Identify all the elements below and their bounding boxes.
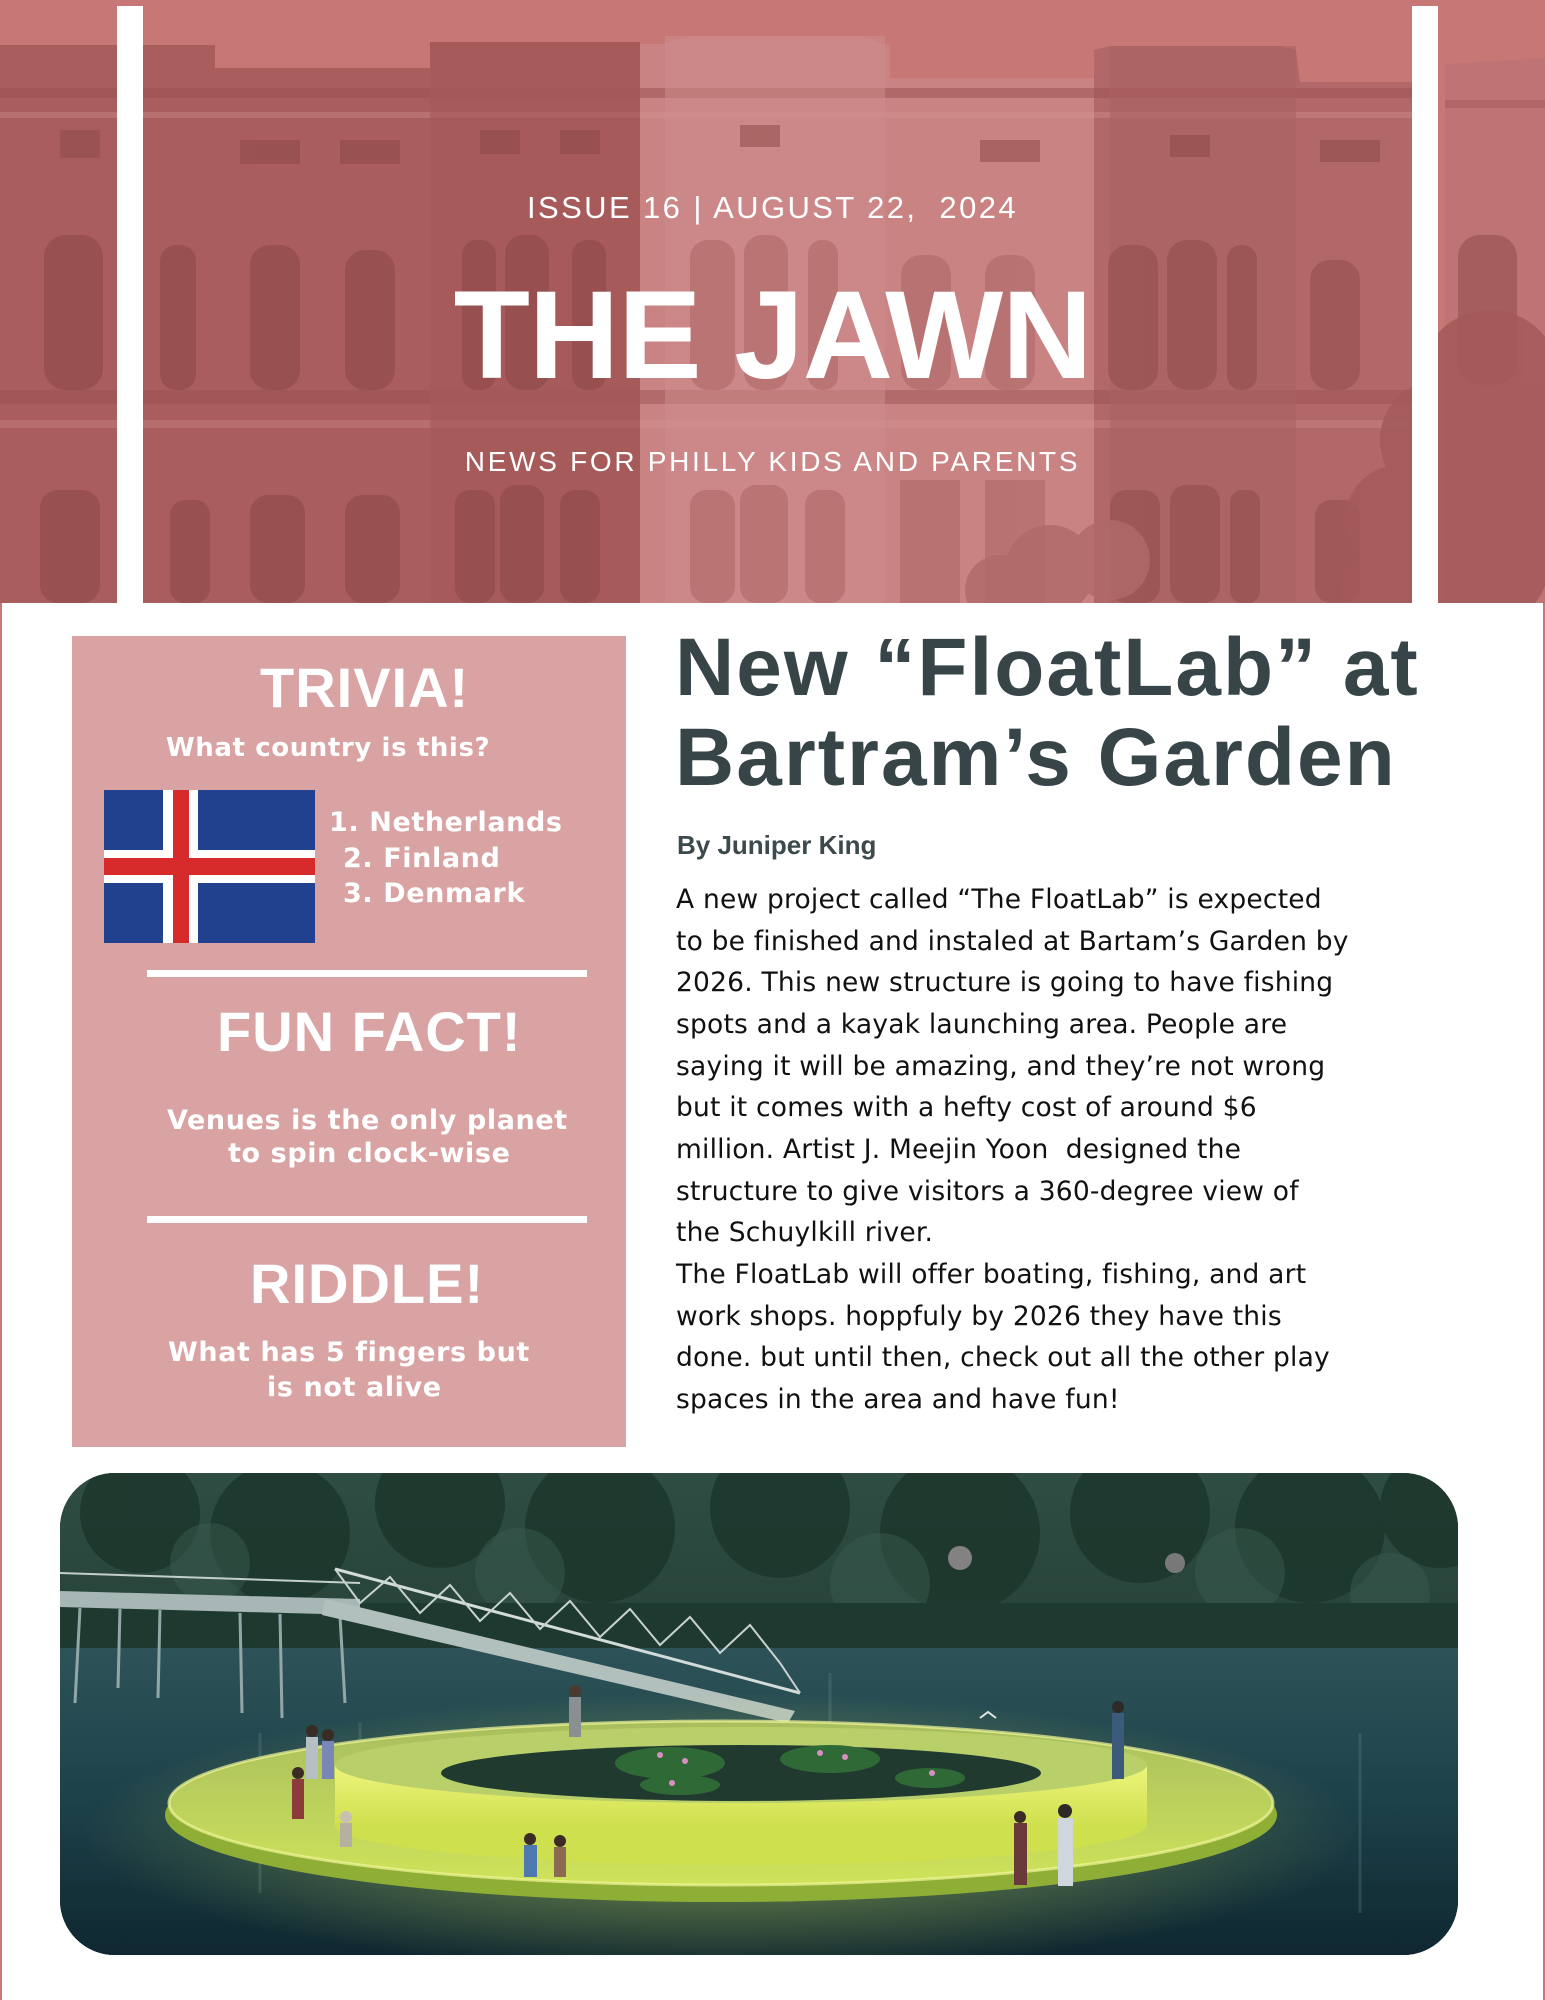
article-byline: By Juniper King [677, 830, 877, 860]
trivia-heading: TRIVIA! [260, 656, 470, 719]
floatlab-rendering-image [60, 1473, 1458, 1955]
newsletter-title: THE JAWN [453, 266, 1092, 405]
fun-fact-line-1: Venues is the only planet [167, 1105, 568, 1136]
article-text-line: The FloatLab will offer boating, fishing, and art [676, 1258, 1307, 1290]
iceland-flag-icon [104, 790, 315, 943]
riddle-line-2: is not alive [267, 1372, 442, 1403]
left-page-edge [0, 603, 2, 2000]
masthead [0, 0, 1545, 603]
article-text-line: saying it will be amazing, and they’re not wrong [676, 1050, 1326, 1082]
article-text-line: spots and a kayak launching area. People are [676, 1008, 1288, 1040]
issue-date-line: ISSUE 16 | AUGUST 22, 2024 [526, 190, 1018, 225]
newsletter-tagline: NEWS FOR PHILLY KIDS AND PARENTS [464, 446, 1081, 477]
riddle-line-1: What has 5 fingers but [168, 1337, 530, 1368]
section-divider [147, 1216, 587, 1223]
article-text-line: million. Artist J. Meejin Yoon designed the [676, 1133, 1242, 1165]
riddle-heading: RIDDLE! [250, 1252, 485, 1315]
article-text-line: structure to give visitors a 360-degree view of [676, 1175, 1299, 1207]
fun-fact-line-2: to spin clock-wise [228, 1138, 511, 1169]
trivia-option-1: 1. Netherlands [329, 807, 563, 838]
sidebar-panel [72, 636, 626, 1447]
article-title-line-2: Bartram’s Garden [675, 712, 1397, 803]
floatlab-illustration [60, 1473, 1458, 1955]
article-text-line: work shops. hoppfuly by 2026 they have this [676, 1300, 1282, 1332]
article-text-line: but it comes with a hefty cost of around $6 [676, 1092, 1257, 1124]
article-text-line: the Schuylkill river. [676, 1217, 934, 1249]
article-text-line: A new project called “The FloatLab” is expected [676, 884, 1322, 915]
article-text-line: spaces in the area and have fun! [676, 1383, 1120, 1415]
article-text-line: 2026. This new structure is going to have fishing [676, 967, 1334, 999]
article-text-line: to be finished and instaled at Bartam’s Garden by [676, 925, 1349, 957]
trivia-option-2: 2. Finland [343, 843, 501, 874]
trivia-question: What country is this? [166, 733, 491, 763]
article-title-line-1: New “FloatLab” at [675, 622, 1420, 713]
article-body [676, 879, 1476, 1421]
article-text-line: done. but until then, check out all the other play [676, 1342, 1330, 1374]
fun-fact-heading: FUN FACT! [217, 1000, 522, 1063]
section-divider [147, 970, 587, 977]
trivia-option-3: 3. Denmark [343, 878, 526, 909]
